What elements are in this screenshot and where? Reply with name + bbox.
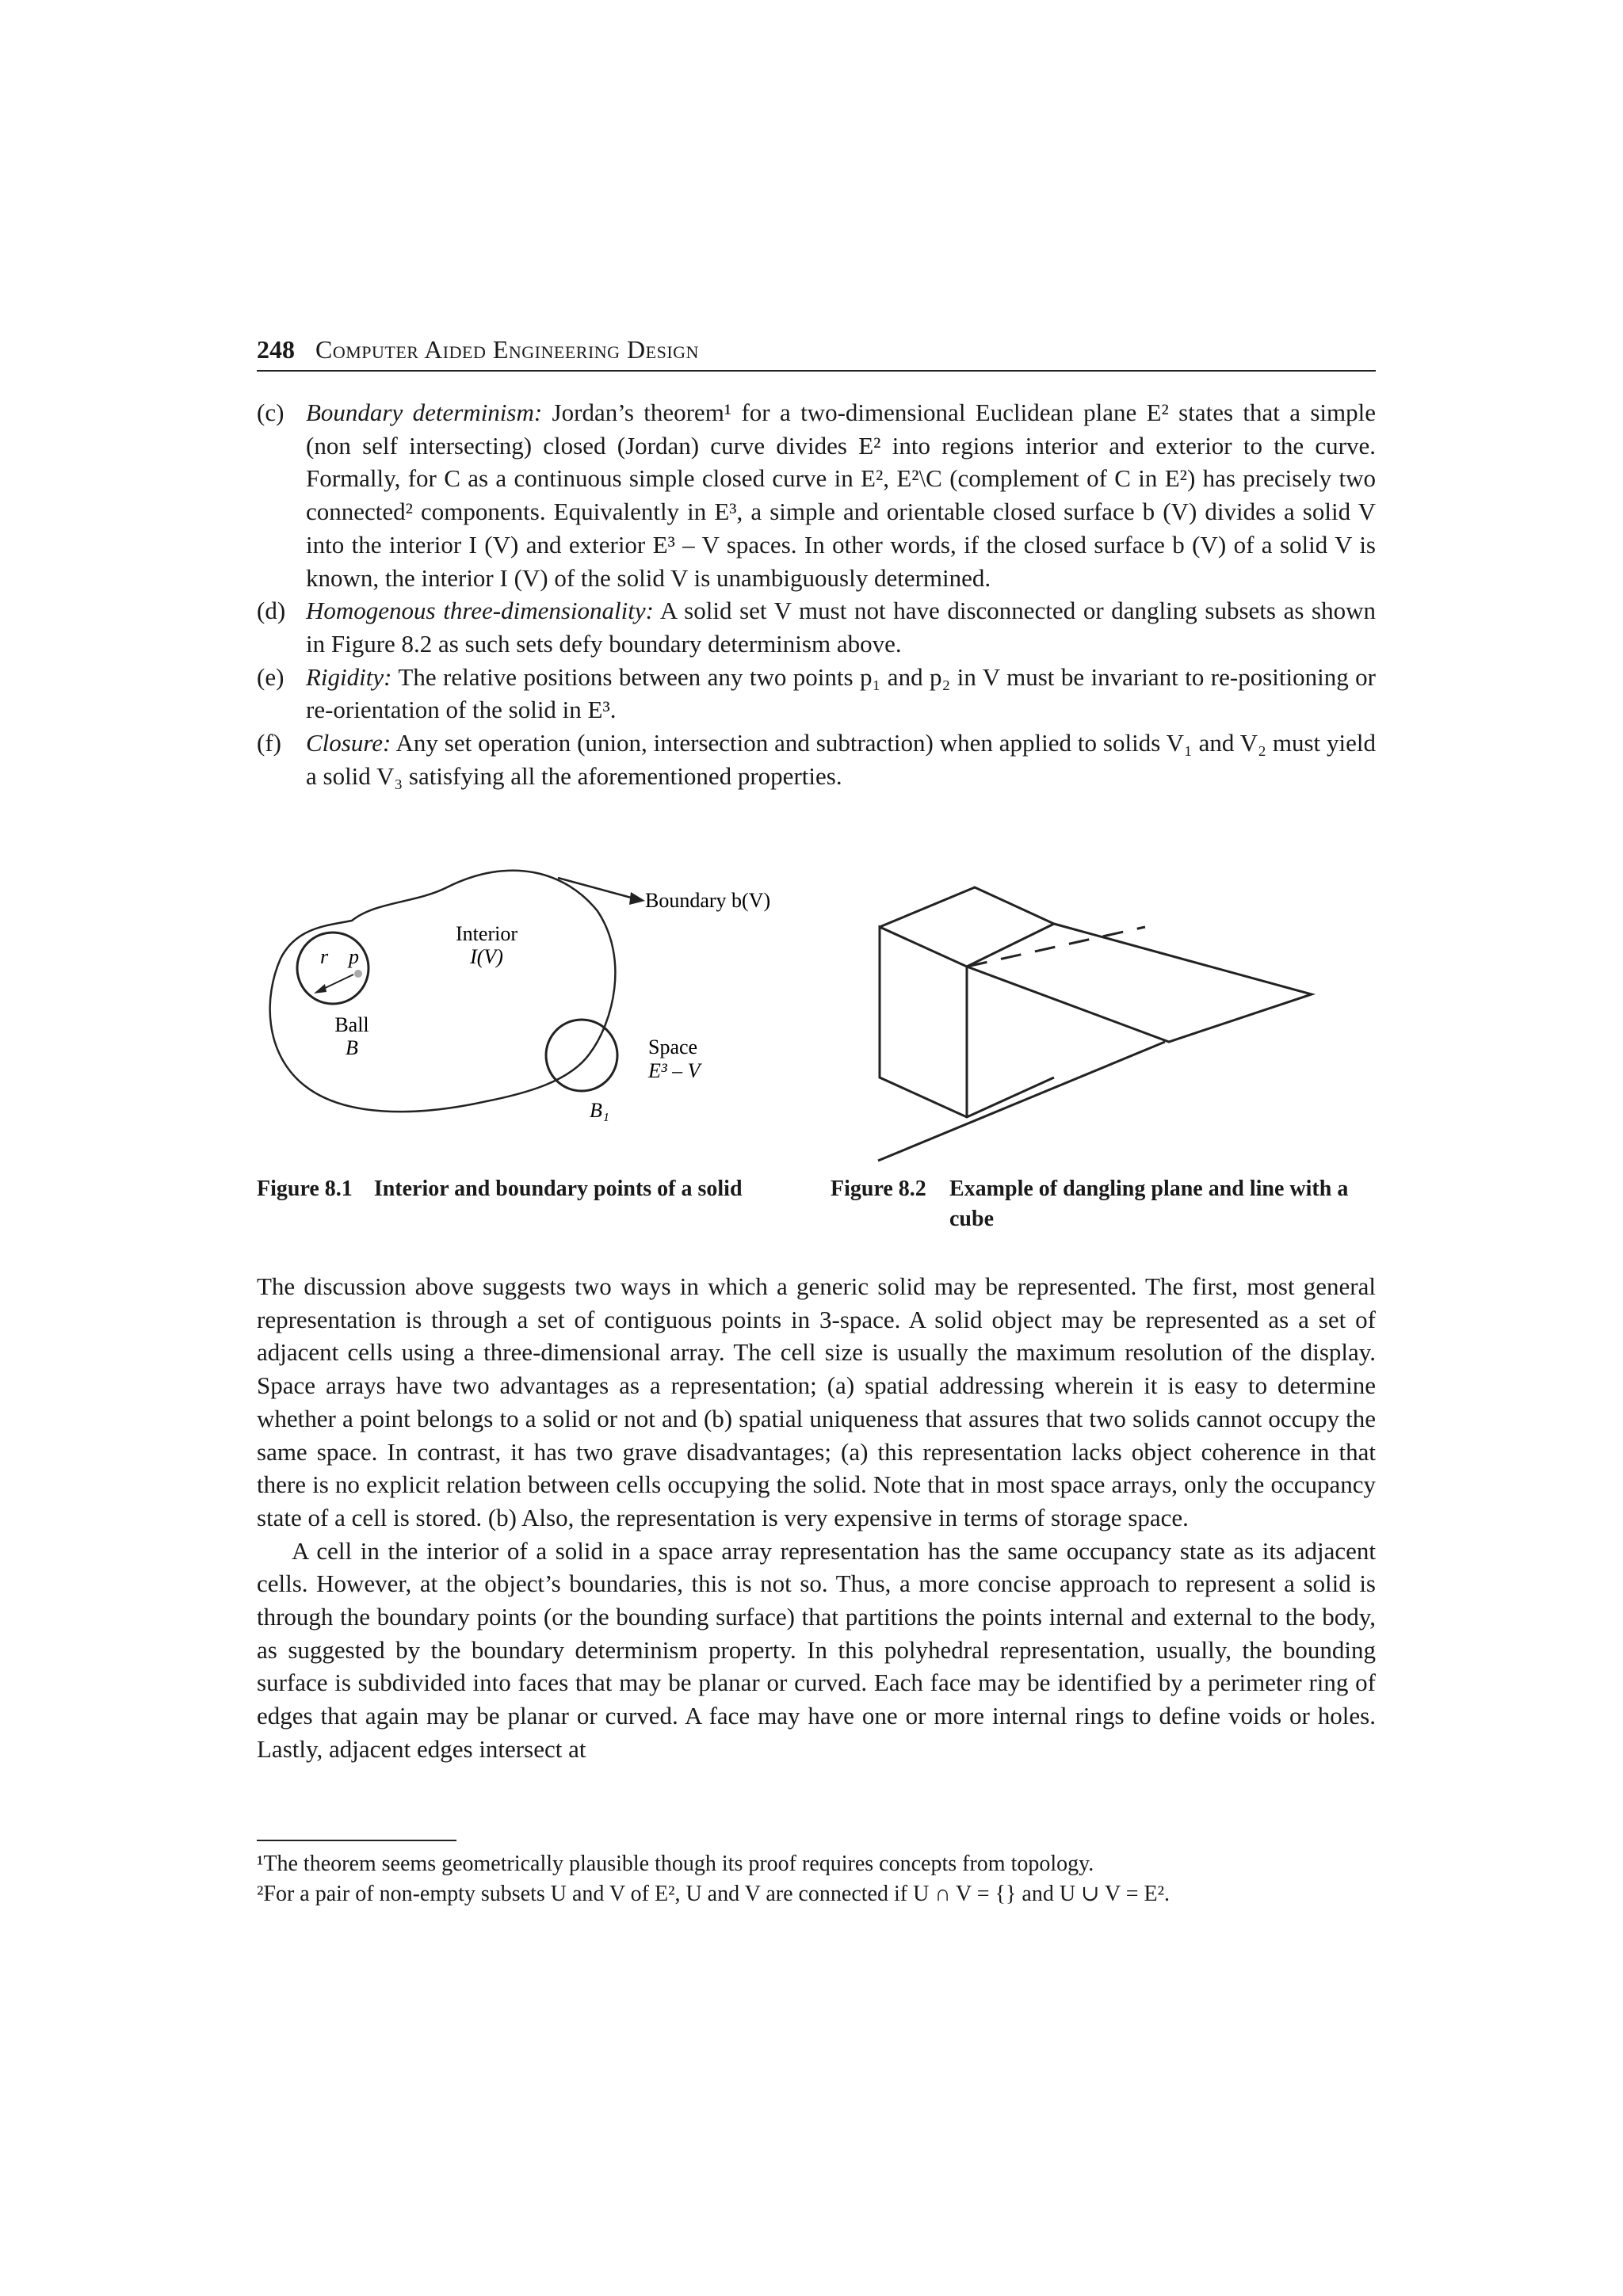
caption-number: Figure 8.1 [257,1177,353,1201]
ball-label: Ball [334,1013,369,1036]
list-term: Rigidity: [306,662,392,691]
caption-text: Interior and boundary points of a solid [373,1177,743,1201]
footnotes [257,1849,1376,1909]
caption-text: Example of dangling plane and line with a cube [949,1177,1349,1231]
list-text: The relative positions between any two points p₁ and p₂ in V must be invariant to re-positioning or re-orientation of the solid in E³. [306,662,1376,724]
list-item [257,594,1376,660]
body-text [257,1270,1376,1766]
boundary-arrowhead [629,892,645,905]
footnote: ²For a pair of non-empty subsets U and V of E², U and V are connected if U ∩ V = {} and U ∪ V = E². [257,1882,1170,1906]
point-p-label: p [349,945,359,968]
figure-8-2-caption [831,1174,1385,1234]
list-item [257,727,1376,792]
boundary-pointer-line [558,878,634,898]
space-symbol: E³ – V [648,1059,701,1082]
radius-label: r [320,945,329,968]
list-label: (f) [257,729,281,757]
list-text: Jordan’s theorem¹ for a two-dimensional Euclidean plane E² states that a simple (non self intersecting) closed (Jordan) curve divides E² into regions interior and exterior to the curve. Formally, for C as a continuous simple closed curve in E², E²\C (complement of C in E²) has precisely two connected² components. Equivalently in E³, a simple and orientable closed surface b (V) divides a solid V into the interior I (V) and exterior E³ – V spaces. In other words, if the closed surface b (V) of a solid V is known, the interior I (V) of the solid V is unambiguously determined. [306,399,1376,592]
dangling-line [878,1042,1165,1161]
interior-symbol: I(V) [470,945,503,968]
paragraph: A cell in the interior of a solid in a space array representation has the same occupancy state as its adjacent cells. However, at the object’s boundaries, this is not so. Thus, a more concise approach to represent a solid is through the boundary points (or the bounding surface) that partitions the points internal and external to the body, as suggested by the boundary determinism property. In this polyhedral representation, usually, the bounding surface is subdivided into faces that may be planar or curved. Each face may be identified by a perimeter ring of edges that again may be planar or curved. A face may have one or more internal rings to define voids or holes. Lastly, adjacent edges intersect at [257,1536,1376,1763]
space-label: Space [648,1035,698,1058]
list-term: Homogenous three-dimensionality: [306,597,654,625]
list-label: (c) [257,399,285,426]
paragraph: The discussion above suggests two ways in which a generic solid may be represented. The first, most general representation is through a set of contiguous points in 3-space. A solid object may be represented as a set of adjacent cells using a three-dimensional array. The cell size is usually the maximum resolution of the display. Space arrays have two advantages as a representation; (a) spatial addressing wherein it is easy to determine whether a point belongs to a solid or not and (b) spatial uniqueness that assures that two solids cannot occupy the same space. In contrast, it has two grave disadvantages; (a) this representation lacks object coherence in that there is no explicit relation between cells occupying the solid. Note that in most space arrays, only the occupancy state of a cell is stored. (b) Also, the representation is very expensive in terms of storage space. [257,1272,1376,1531]
list-text: Any set operation (union, intersection and subtraction) when applied to solids V₁ and V₂ must yield a solid V₃ satisfying all the aforementioned properties. [306,729,1376,790]
b1-label: B₁ [590,1099,609,1122]
list-term: Boundary determinism: [306,399,543,426]
footnote: ¹The theorem seems geometrically plausible though its proof requires concepts from topology. [257,1852,1094,1876]
list-label: (d) [257,597,286,625]
figure-8-1-caption [257,1174,812,1204]
footnote-rule [257,1840,456,1841]
list-item [257,661,1376,727]
figure-8-2 [864,871,1323,1173]
radius-arrowhead [314,984,327,994]
list-label: (e) [257,662,285,691]
property-list [257,396,1376,792]
caption-number: Figure 8.2 [831,1177,926,1201]
ball-symbol: B [346,1036,358,1059]
list-item [257,396,1376,594]
cube-hidden-edge [967,927,1145,967]
point-p-dot [354,970,362,978]
running-title: Computer Aided Engineering Design [315,335,699,364]
page-number: 248 [257,335,295,364]
ball-b1-circle [546,1020,617,1091]
interior-label: Interior [456,922,517,945]
boundary-label: Boundary b(V) [645,889,771,912]
list-term: Closure: [306,729,391,757]
figure-8-1 [257,864,812,1149]
ball-b-circle [297,933,369,1004]
running-header [257,332,1376,372]
list-text: A solid set V must not have disconnected or dangling subsets as shown in Figure 8.2 as such sets defy boundary determinism above. [306,597,1376,658]
